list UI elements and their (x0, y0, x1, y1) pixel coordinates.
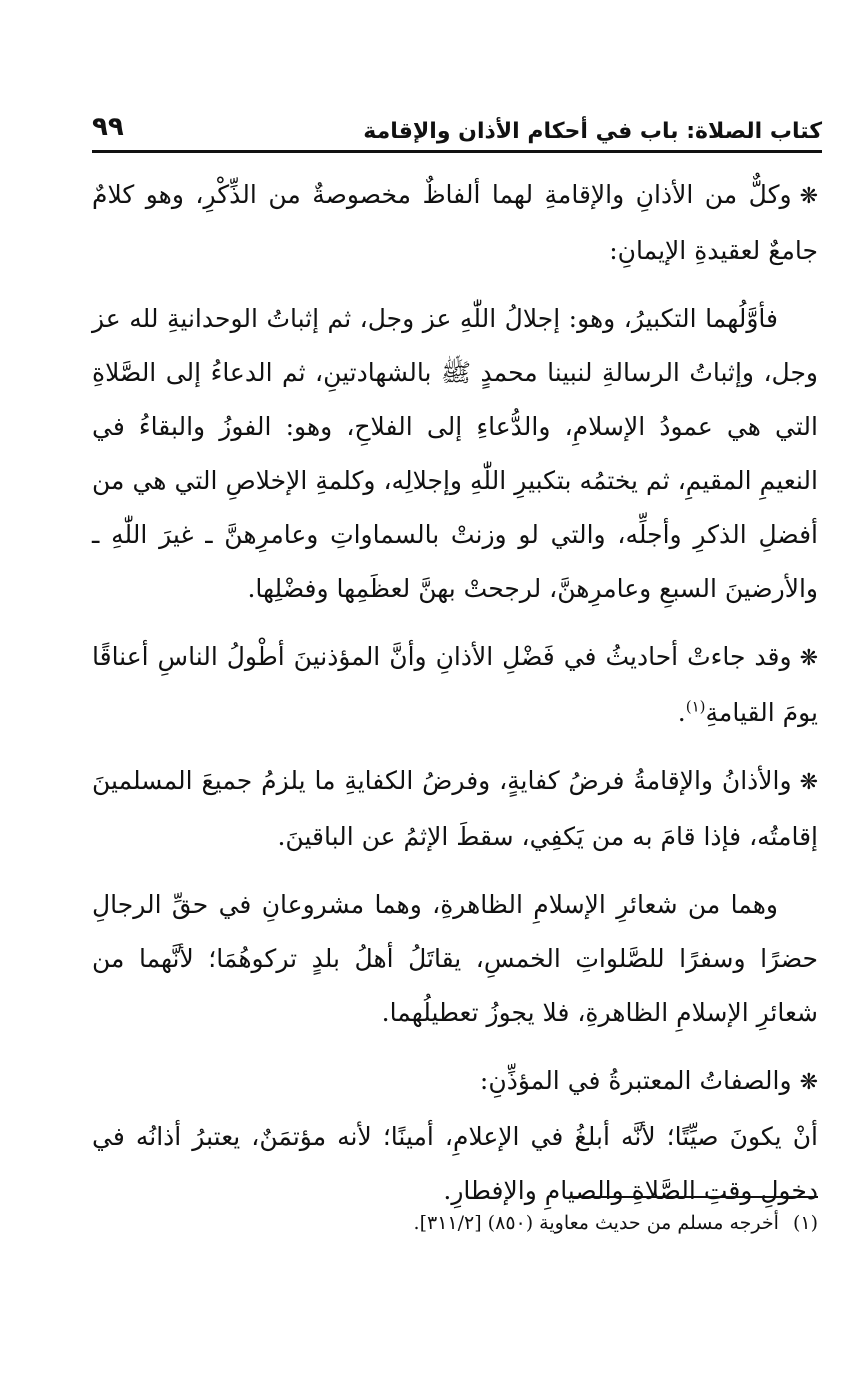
paragraph-text: وكلٌّ من الأذانِ والإقامةِ لهما ألفاظٌ مخصوصةٌ من الذِّكْرِ، وهو كلامٌ جامعٌ لعقيدةِ الإيمانِ: (92, 180, 818, 265)
page-number: ٩٩ (92, 112, 124, 142)
footnote-number: (١) (792, 1212, 818, 1234)
paragraph-text: فأوَّلُهما التكبيرُ، وهو: إجلالُ اللّٰهِ عز وجل، ثم إثباتُ الوحدانيةِ لله عز وجل، وإثباتُ الرسالةِ لنبينا محمدٍ ﷺ بالشهادتينِ، ثم الدعاءُ إلى الصَّلاةِ التي هي عمودُ الإسلامِ، والدُّعاءِ إلى الفلاحِ، وهو: الفوزُ والبقاءُ في النعيمِ المقيمِ، ثم يختمُه بتكبيرِ اللّٰهِ وإجلالِه، وكلمةِ الإخلاصِ التي هي من أفضلِ الذكرِ وأجلِّه، والتي لو وزنتْ بالسماواتِ وعامرِهنَّ ـ غيرَ اللّٰهِ ـ والأرضينَ السبعِ وعامرِهنَّ، لرجحتْ بهنَّ لعظَمِها وفضْلِها. (92, 304, 818, 603)
paragraph-3 (92, 630, 818, 740)
paragraph-6 (92, 1054, 818, 1110)
paragraph-7 (92, 1110, 818, 1218)
star-marker-icon: ❋ (799, 1070, 818, 1095)
paragraph-text: والأذانُ والإقامةُ فرضُ كفايةٍ، وفرضُ الكفايةِ ما يلزمُ جميعَ المسلمينَ إقامتُه، فإذا قامَ به من يَكفِي، سقطَ الإثمُ عن الباقينَ. (92, 766, 818, 851)
footnote-separator (572, 1196, 818, 1198)
paragraph-text: أنْ يكونَ صيِّتًا؛ لأنَّه أبلغُ في الإعلامِ، أمينًا؛ لأنه مؤتمَنٌ، يعتبرُ أذانُه في دخولِ وقتِ الصَّلاةِ والصيامِ والإفطارِ. (92, 1122, 818, 1205)
paragraph-4 (92, 754, 818, 864)
paragraph-text: والصفاتُ المعتبرةُ في المؤذِّنِ: (479, 1066, 792, 1095)
running-title: كتاب الصلاة: باب في أحكام الأذان والإقامة (363, 119, 822, 144)
star-marker-icon: ❋ (799, 770, 818, 795)
page-header (92, 104, 822, 153)
star-marker-icon: ❋ (799, 184, 818, 209)
star-marker-icon: ❋ (799, 646, 818, 671)
body-text (92, 168, 818, 1218)
paragraph-text: وهما من شعائرِ الإسلامِ الظاهرةِ، وهما مشروعانِ في حقِّ الرجالِ حضرًا وسفرًا للصَّلواتِ الخمسِ، يقاتَلُ أهلُ بلدٍ تركوهُمَا؛ لأنَّهما من شعائرِ الإسلامِ الظاهرةِ، فلا يجوزُ تعطيلُهما. (92, 890, 818, 1027)
footnote (200, 1208, 818, 1238)
paragraph-5 (92, 878, 818, 1040)
paragraph-2 (92, 292, 818, 616)
paragraph-text: وقد جاءتْ أحاديثُ في فَضْلِ الأذانِ وأنَّ المؤذنينَ أطْولُ الناسِ أعناقًا يومَ القيامةِ (92, 642, 818, 727)
paragraph-1 (92, 168, 818, 278)
paragraph-text-end: . (677, 698, 686, 727)
footnote-reference[interactable]: (١) (685, 697, 706, 716)
footnote-text: أخرجه مسلم من حديث معاوية (٨٥٠) [٣١١/٢]. (413, 1212, 779, 1234)
